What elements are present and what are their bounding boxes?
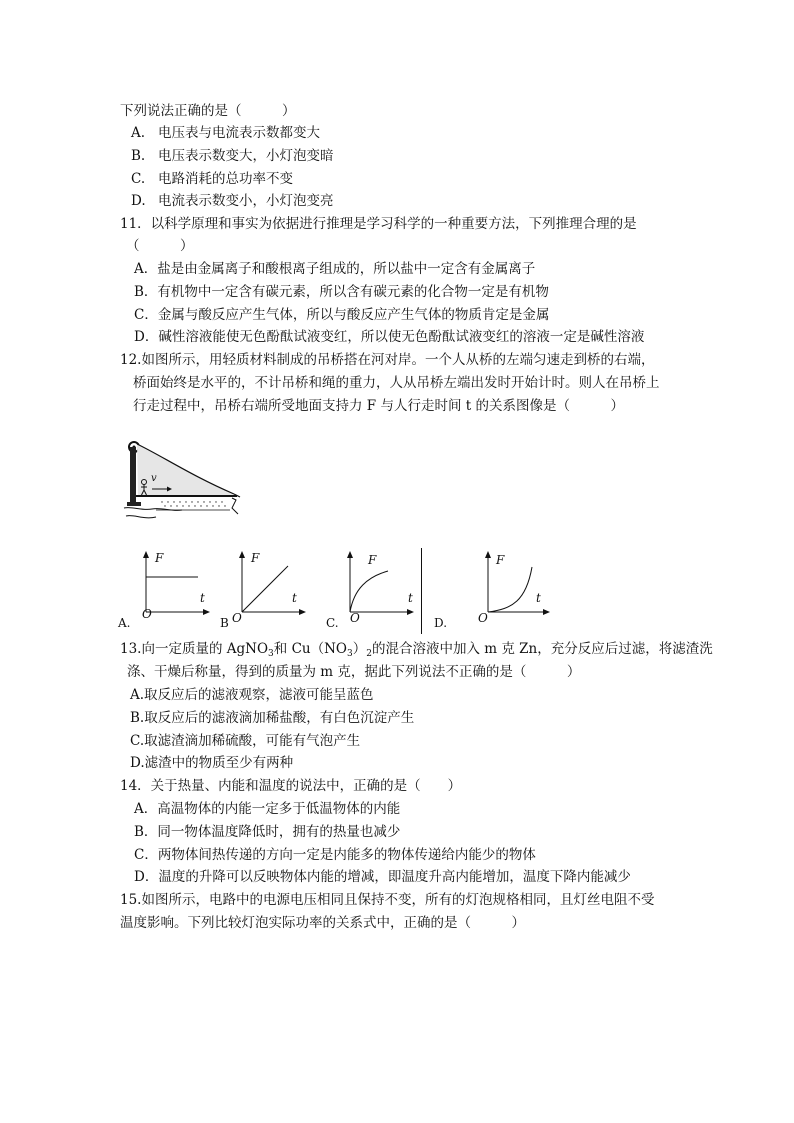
q11-stem: 11．以科学原理和事实为依据进行推理是学习科学的一种重要方法，下列推理合理的是	[120, 216, 637, 232]
graph-b-t-label: t	[292, 591, 297, 605]
graph-a-f-label: F	[155, 551, 164, 565]
q13-line1-c: ）	[352, 641, 367, 657]
q10-option-b-text: 电压表示数变大，小灯泡变暗	[158, 148, 334, 164]
q13-line1-a: 13.向一定质量的 AgNO	[120, 641, 269, 657]
q10-option-d-text: 电流表示数变小，小灯泡变亮	[158, 193, 334, 209]
graph-c	[322, 549, 417, 634]
q10-option-d-letter: D.	[131, 193, 146, 209]
graph-divider	[421, 548, 422, 634]
q10-option-b-letter: B.	[131, 148, 146, 164]
q10-option-c-text: 电路消耗的总功率不变	[158, 171, 293, 187]
q13-option-a: A.取反应后的滤液观察，滤液可能呈蓝色	[130, 687, 374, 703]
q13-line2: 涤、干燥后称量，得到的质量为 m 克，据此下列说法不正确的是（ ）	[127, 664, 581, 680]
q11-option-a: A．盐是由金属离子和酸根离子组成的，所以盐中一定含有金属离子	[134, 261, 536, 277]
q12-line3: 行走过程中，吊桥右端所受地面支持力 F 与人行走时间 t 的关系图像是（ ）	[133, 398, 624, 414]
q14-option-d: D．温度的升降可以反映物体内能的增减，即温度升高内能增加，温度下降内能减少	[134, 869, 631, 885]
q15-line1: 15.如图所示，电路中的电源电压相同且保持不变，所有的灯泡规格相同，且灯丝电阻不受	[120, 892, 655, 908]
q14-option-a: A．高温物体的内能一定多于低温物体的内能	[134, 801, 401, 817]
graph-a-origin: O	[142, 607, 152, 621]
graph-b	[214, 549, 309, 634]
q13-sub-1: 3	[268, 649, 274, 659]
q10-option-a-text: 电压表与电流表示数都变大	[158, 125, 320, 141]
q10-option-a-letter: A.	[131, 125, 146, 141]
graph-d	[432, 549, 552, 634]
q11-option-c: C．金属与酸反应产生气体，所以与酸反应产生气体的物质肯定是金属	[134, 307, 550, 323]
q13-option-b: B.取反应后的滤液滴加稀盐酸，有白色沉淀产生	[130, 710, 415, 726]
q13-option-c: C.取滤渣滴加稀硫酸，可能有气泡产生	[130, 733, 361, 749]
bridge-drawing	[122, 436, 272, 531]
q14-option-c: C．两物体间热传递的方向一定是内能多的物体传递给内能少的物体	[134, 847, 536, 863]
q13-sub-2: 3	[346, 649, 353, 659]
graph-c-origin: O	[350, 611, 360, 625]
graph-d-origin: O	[478, 611, 488, 625]
q13-line1-d: 的混合溶液中加入 m 克 Zn，充分反应后过滤，将滤渣洗	[371, 641, 713, 657]
q10-option-c-letter: C.	[131, 171, 146, 187]
graph-b-letter: B	[220, 616, 229, 630]
q11-stem-cont: （ ）	[126, 238, 194, 254]
graph-c-f-label: F	[368, 553, 377, 567]
q14-stem: 14．关于热量、内能和温度的说法中，正确的是（ ）	[120, 778, 462, 794]
graph-a-letter: A.	[118, 616, 131, 630]
q11-option-b: B．有机物中一定含有碳元素，所以含有碳元素的化合物一定是有机物	[134, 284, 549, 300]
graph-a-t-label: t	[200, 591, 205, 605]
graph-b-origin: O	[232, 611, 242, 625]
graph-c-t-label: t	[408, 591, 413, 605]
graph-a	[118, 549, 213, 634]
velocity-label: v	[151, 473, 157, 484]
bridge-figure	[122, 436, 272, 531]
q12-line2: 桥面始终是水平的，不计吊桥和绳的重力，人从吊桥左端出发时开始计时。则人在吊桥上	[133, 375, 660, 391]
q13-sub-3: 2	[366, 649, 372, 659]
graph-d-t-label: t	[536, 591, 541, 605]
graph-d-f-label: F	[496, 553, 505, 567]
graph-b-f-label: F	[251, 551, 260, 565]
q13-line1-b: 和 Cu（NO	[273, 641, 347, 657]
q13-option-d: D.滤渣中的物质至少有两种	[130, 755, 294, 771]
q15-line2: 温度影响。下列比较灯泡实际功率的关系式中，正确的是（ ）	[120, 915, 525, 931]
graph-c-letter: C.	[326, 616, 339, 630]
q13-line1	[120, 639, 713, 664]
q14-option-b: B．同一物体温度降低时，拥有的热量也减少	[134, 824, 401, 840]
q10-stem: 下列说法正确的是（ ）	[120, 103, 296, 119]
graph-d-letter: D.	[434, 616, 448, 630]
q12-line1: 12.如图所示，用轻质材料制成的吊桥搭在河对岸。一个人从桥的左端匀速走到桥的右端，	[120, 352, 655, 368]
q11-option-d: D．碱性溶液能使无色酚酞试液变红，所以使无色酚酞试液变红的溶液一定是碱性溶液	[134, 329, 645, 345]
